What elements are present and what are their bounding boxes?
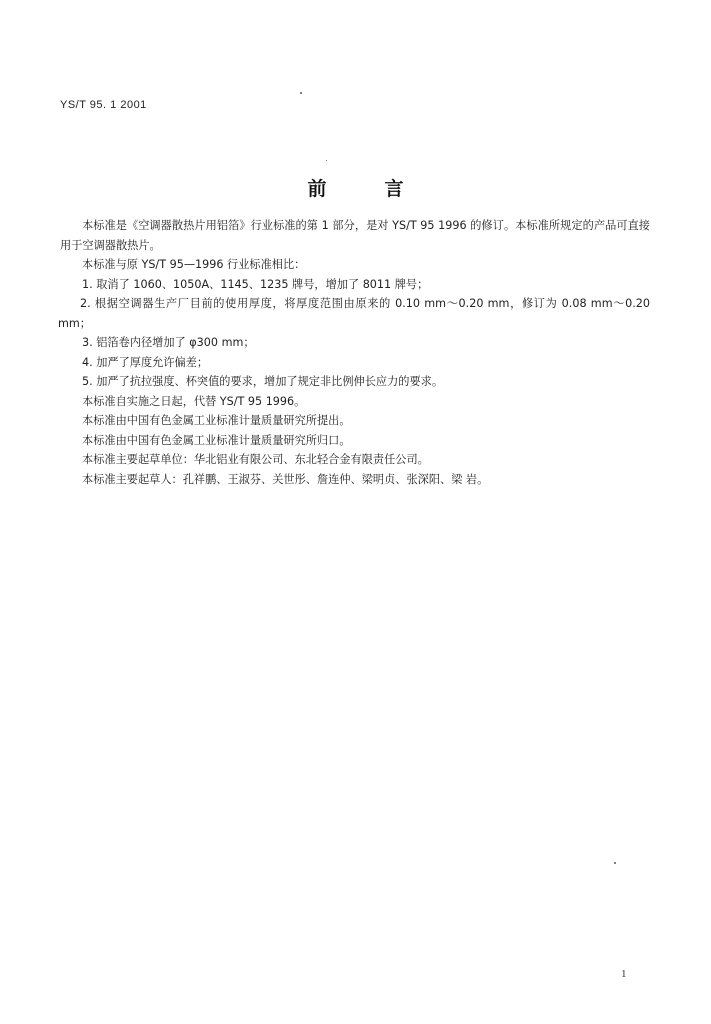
- paragraph: 本标准主要起草人：孔祥鹏、王淑芬、关世彤、詹连仲、梁明贞、张深阳、梁 岩。: [82, 472, 489, 486]
- paragraph: 本标准是《空调器散热片用铝箔》行业标准的第 1 部分，是对 YS/T 95 1996 的修订。本标准所规定的产品可直接用于空调器散热片。: [60, 219, 650, 252]
- list-item: 4. 加严了厚度允许偏差；: [82, 355, 209, 369]
- paragraph: 本标准自实施之日起，代替 YS/T 95 1996。: [82, 394, 306, 408]
- scan-speck: [300, 92, 302, 94]
- page-number: 1: [621, 968, 627, 980]
- list-item: 3. 铝箔卷内径增加了 φ300 mm；: [82, 336, 255, 349]
- list-item: 1. 取消了 1060、1050A、1145、1235 牌号，增加了 8011 牌号；: [82, 277, 429, 291]
- title-char-2: 言: [384, 178, 404, 200]
- page-title: [0, 174, 711, 201]
- paragraph: 本标准由中国有色金属工业标准计量质量研究所提出。: [82, 414, 351, 427]
- paragraph: 本标准主要起草单位：华北铝业有限公司、东北轻合金有限责任公司。: [82, 453, 429, 466]
- list-item: 5. 加严了抗拉强度、杯突值的要求，增加了规定非比例伸长应力的要求。: [82, 375, 444, 388]
- foreword-body: [60, 216, 650, 489]
- title-char-1: 前: [307, 178, 327, 200]
- list-item: 2. 根据空调器生产厂目前的使用厚度，将厚度范围由原来的 0.10 mm～0.20 mm，修订为 0.08 mm～0.20 mm；: [58, 297, 650, 330]
- paragraph: 本标准由中国有色金属工业标准计量质量研究所归口。: [82, 433, 351, 447]
- paragraph: 本标准与原 YS/T 95—1996 行业标准相比：: [82, 258, 306, 271]
- scan-speck: [614, 862, 616, 864]
- scan-speck: [326, 160, 327, 161]
- standard-number: YS/T 95. 1 2001: [60, 99, 147, 111]
